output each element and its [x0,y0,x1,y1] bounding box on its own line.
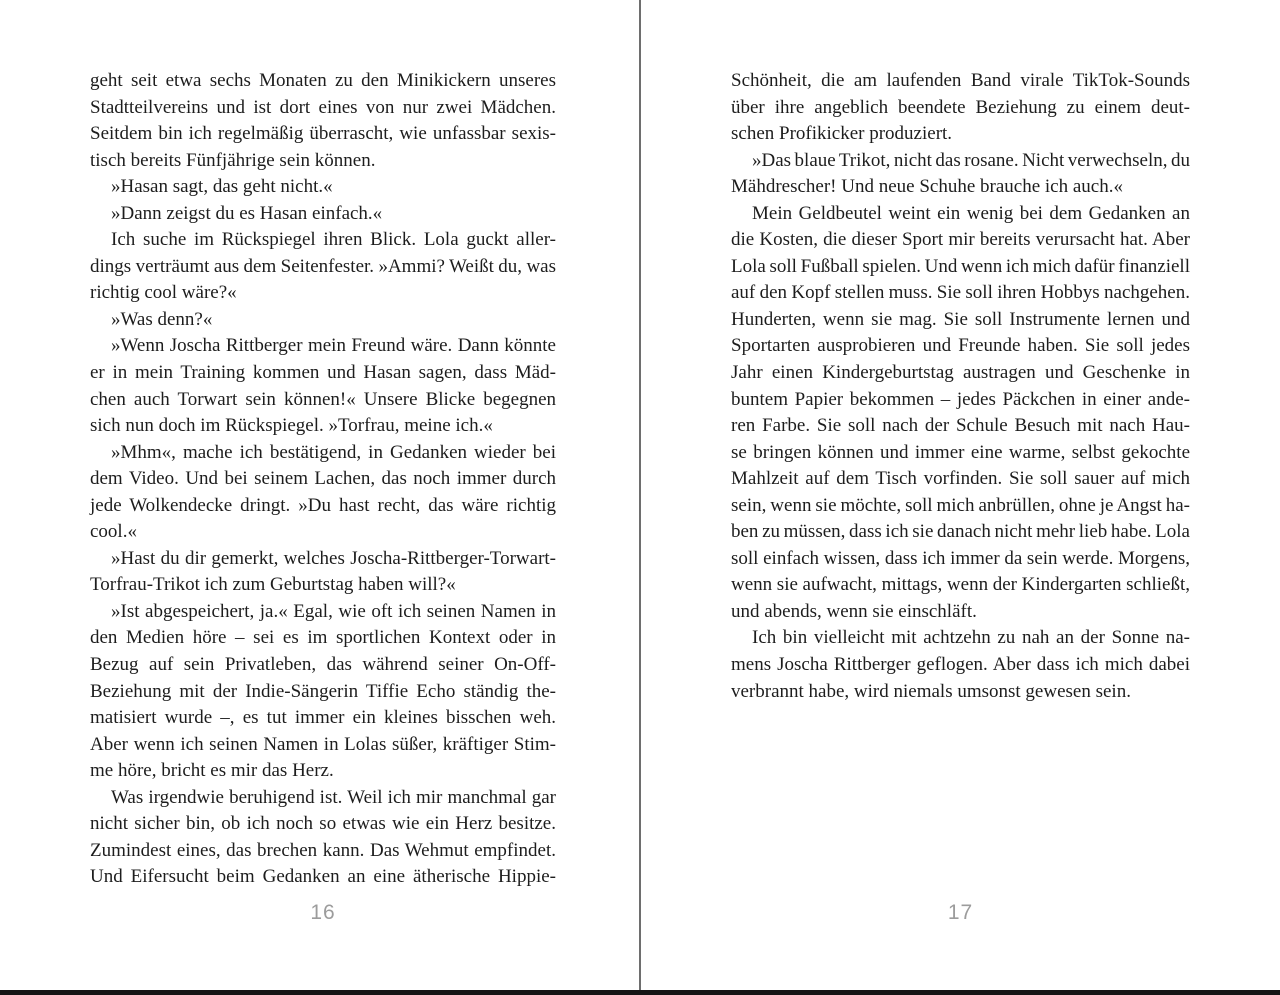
text-line: Sportarten ausprobieren und Freunde haben. Sie soll jedes [731,335,1190,357]
text-line: sein, wenn sie möchte, soll mich anbrüllen, ohne je Angst ha- [731,494,1191,516]
bottom-edge-bar [0,990,1280,995]
page-right-text-block [731,68,1190,705]
text-line: »Mhm«, mache ich bestätigend, in Gedanken wieder bei [111,441,556,463]
text-line: Mahlzeit auf dem Tisch vorfinden. Sie soll sauer auf mich [731,468,1190,490]
spine-divider [639,0,641,990]
paragraph [90,201,556,228]
text-line: »Hast du dir gemerkt, welches Joscha-Rittberger-Torwart- [111,547,556,569]
text-line: sich nun doch im Rückspiegel. »Torfrau, meine ich.« [90,415,493,437]
text-line: Ich suche im Rückspiegel ihren Blick. Lola guckt aller- [111,229,556,251]
text-line: nicht sicher bin, ob ich noch so etwas wie ein Herz besitze. [90,813,556,835]
text-line: den Medien höre – sei es im sportlichen Kontext oder in [90,627,556,649]
text-line: und abends, wenn sie einschläft. [731,600,977,622]
text-line: Was irgendwie beruhigend ist. Weil ich mir manchmal gar [111,786,556,808]
text-line: er in mein Training kommen und Hasan sagen, dass Mäd- [90,362,556,384]
text-line: Aber wenn ich seinen Namen in Lolas süßer, kräftiger Stim- [90,733,556,755]
text-line: verbrannt habe, wird niemals umsonst gewesen sein. [731,680,1131,702]
text-line: auf den Kopf stellen muss. Sie soll ihren Hobbys nachgehen. [731,282,1190,304]
text-line: Schönheit, die am laufenden Band virale TikTok-Sounds [731,70,1190,91]
text-line: tisch bereits Fünfjährige sein können. [90,149,376,171]
paragraph [90,333,556,439]
text-line: Bezug auf sein Privatleben, das während seiner On-Off- [90,654,556,676]
text-line: wenn sie aufwacht, mittags, wenn der Kindergarten schließt, [731,574,1190,596]
text-line: »Wenn Joscha Rittberger mein Freund wäre. Dann könnte [111,335,556,357]
text-line: me höre, bricht es mir das Herz. [90,760,334,782]
text-line: soll einfach wissen, dass ich immer da sein werde. Morgens, [731,547,1190,569]
text-line: Mähdrescher! Und neue Schuhe brauche ich auch.« [731,176,1123,198]
text-line: Beziehung mit der Indie-Sängerin Tiffie Echo ständig the- [90,680,556,702]
text-line: ben zu müssen, dass ich sie danach nicht mehr lieb habe. Lola [731,521,1190,543]
paragraph [90,307,556,334]
paragraph [90,227,556,307]
paragraph [731,201,1190,626]
text-line: dings verträumt aus dem Seitenfester. »Ammi? Weißt du, was [90,255,556,277]
text-line: se bringen können und immer eine warme, selbst gekochte [731,441,1190,463]
text-line: dem Video. Und bei seinem Lachen, das noch immer durch [90,468,556,490]
paragraph [90,440,556,546]
text-line: chen auch Torwart sein können!« Unsere Blicke begegnen [90,388,556,410]
text-line: Jahr einen Kindergeburtstag austragen und Geschenke in [731,362,1190,384]
text-line: Torfrau-Trikot ich zum Geburtstag haben will?« [90,574,456,596]
page-left-text-block [90,68,556,891]
text-line: »Dann zeigst du es Hasan einfach.« [111,202,383,224]
page-number-right: 17 [947,901,974,924]
text-line: Stadtteilvereins und ist dort eines von nur zwei Mädchen. [90,96,556,118]
paragraph [731,68,1190,148]
text-line: cool.« [90,521,137,543]
text-line: buntem Papier bekommen – jedes Päckchen in einer ande- [731,388,1190,410]
paragraph [731,625,1190,705]
text-line: Hunderten, wenn sie mag. Sie soll Instrumente lernen und [731,308,1190,330]
text-line: »Das blaue Trikot, nicht das rosane. Nicht verwechseln, du [752,149,1190,171]
paragraph [90,785,556,891]
text-line: Zumindest eines, das brechen kann. Das Wehmut empfindet. [90,839,556,861]
text-line: Ich bin vielleicht mit achtzehn zu nah an der Sonne na- [752,627,1190,649]
text-line: Lola soll Fußball spielen. Und wenn ich mich dafür finanziell [731,255,1190,277]
text-line: schen Profikicker produziert. [731,123,953,145]
paragraph [90,599,556,785]
text-line: Seitdem bin ich regelmäßig überrascht, wie unfassbar sexis- [90,123,556,145]
text-line: »Hasan sagt, das geht nicht.« [111,176,333,198]
page-number-left: 16 [310,901,336,924]
text-line: die Kosten, die dieser Sport mir bereits verursacht hat. Aber [731,229,1190,251]
text-line: Und Eifersucht beim Gedanken an eine ätherische Hippie- [90,866,556,888]
text-line: mens Joscha Rittberger geflogen. Aber dass ich mich dabei [731,654,1190,676]
text-line: richtig cool wäre?« [90,282,237,304]
text-line: jede Wolkendecke dringt. »Du hast recht, das wäre richtig [90,494,556,516]
text-line: Mein Geldbeutel weint ein wenig bei dem Gedanken an [752,202,1190,224]
text-line: »Ist abgespeichert, ja.« Egal, wie oft ich seinen Namen in [111,600,556,622]
text-line: über ihre angeblich beendete Beziehung zu einem deut- [731,96,1190,118]
text-line: matisiert wurde –, es tut immer ein kleines bisschen weh. [90,707,556,729]
paragraph [90,68,556,174]
text-line: »Was denn?« [111,308,213,330]
paragraph [731,148,1190,201]
paragraph [90,546,556,599]
text-line: ren Farbe. Sie soll nach der Schule Besuch mit nach Hau- [731,415,1190,437]
paragraph [90,174,556,201]
text-line: geht seit etwa sechs Monaten zu den Minikickern unseres [90,70,556,91]
